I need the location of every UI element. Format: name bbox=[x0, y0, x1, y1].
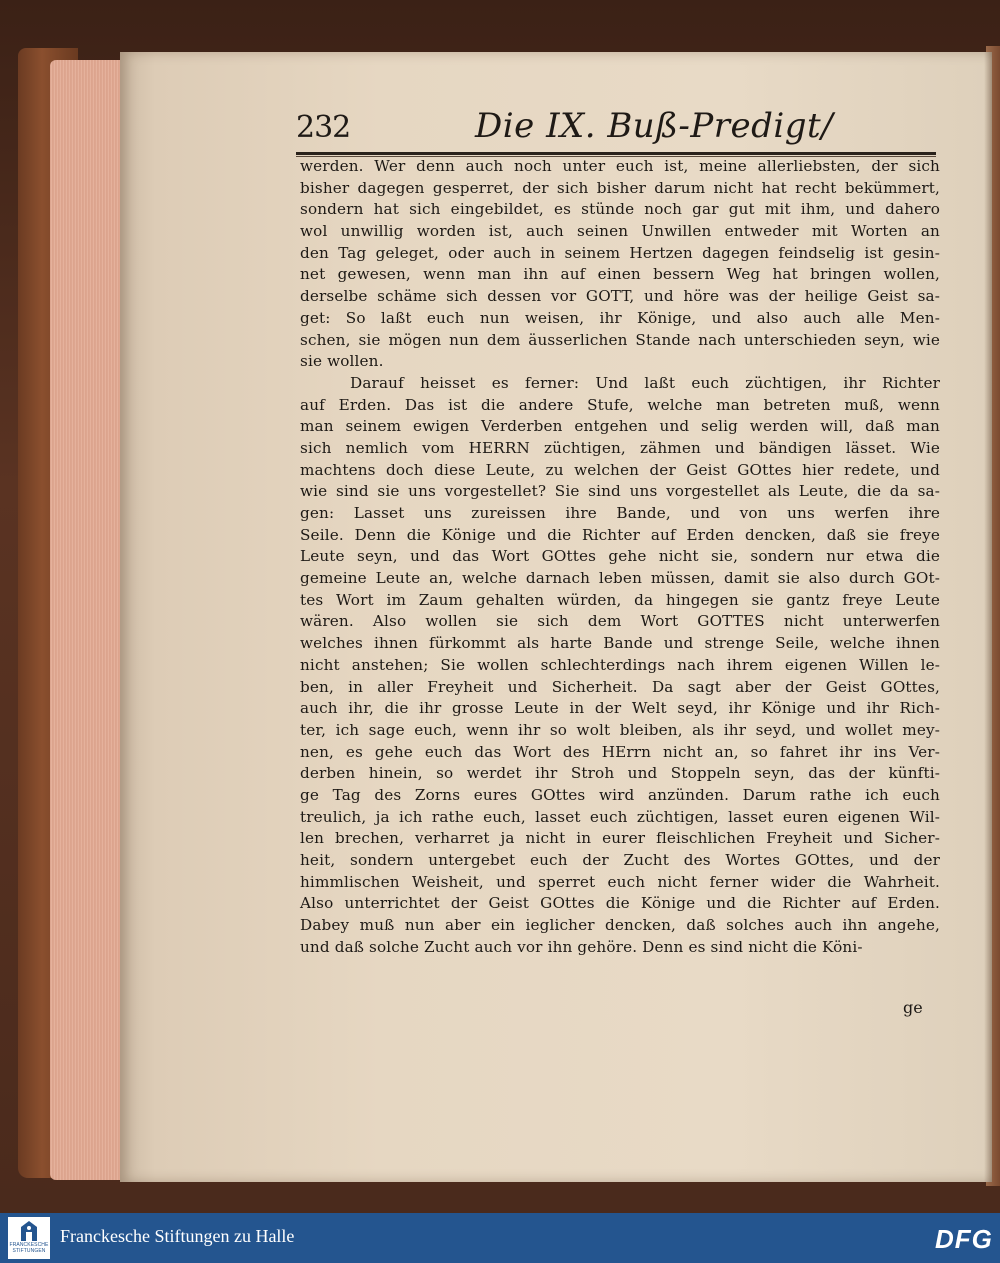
text-line: len brechen, verharret ja nicht in eurer fleischlichen Freyheit und Sicher- bbox=[300, 829, 940, 848]
dfg-logo[interactable]: DFG bbox=[935, 1224, 993, 1254]
book-page bbox=[120, 52, 992, 1182]
logo-caption-line-1: FRANCKESCHE bbox=[9, 1242, 49, 1248]
text-line: derben hinein, so werdet ihr Stroh und Stoppeln seyn, das der künfti- bbox=[300, 764, 940, 783]
text-line: Leute seyn, und das Wort GOttes gehe nicht sie, sondern nur etwa die bbox=[300, 547, 940, 566]
text-line: welches ihnen fürkommt als harte Bande und strenge Seile, welche ihnen bbox=[300, 634, 940, 653]
page-edges bbox=[50, 60, 130, 1180]
institution-logo[interactable] bbox=[8, 1217, 50, 1259]
text-line: ben, in aller Freyheit und Sicherheit. Da sagt aber der Geist GOttes, bbox=[300, 677, 940, 696]
orphanage-emblem-icon bbox=[19, 1220, 39, 1242]
footer-title[interactable]: Franckesche Stiftungen zu Halle bbox=[60, 1226, 295, 1246]
text-line: heit, sondern untergebet euch der Zucht des Wortes GOttes, und der bbox=[300, 851, 940, 869]
text-line: treulich, ja ich rathe euch, lasset euch züchtigen, lasset euren eigenen Wil- bbox=[300, 807, 940, 826]
text-line: ter, ich sage euch, wenn ihr so wolt bleiben, als ihr seyd, und wollet mey- bbox=[300, 720, 940, 739]
text-line: auch ihr, die ihr grosse Leute in der Welt seyd, ihr Könige und ihr Rich- bbox=[300, 699, 940, 718]
text-line: schen, sie mögen nun dem äusserlichen Stande nach unterschieden seyn, wie bbox=[300, 330, 940, 349]
text-line: derselbe schäme sich dessen vor GOTT, und höre was der heilige Geist sa- bbox=[300, 287, 940, 306]
logo-caption-line-2: STIFTUNGEN bbox=[12, 1247, 46, 1254]
body-text bbox=[300, 156, 940, 958]
catchword: ge bbox=[903, 998, 923, 1017]
header-rule bbox=[296, 152, 936, 155]
logo-caption bbox=[10, 1243, 49, 1254]
text-line: get: So laßt euch nun weisen, ihr Könige, und also auch alle Men- bbox=[300, 308, 940, 327]
text-line: wären. Also wollen sie sich dem Wort GOTTES nicht unterwerfen bbox=[300, 612, 940, 631]
text-line: nen, es gehe euch das Wort des HErrn nicht an, so fahret ihr ins Ver- bbox=[300, 742, 940, 761]
footer-bar bbox=[0, 1213, 1000, 1263]
text-line: nicht anstehen; Sie wollen schlechterdings nach ihrem eigenen Willen le- bbox=[300, 655, 940, 674]
text-line: gen: Lasset uns zureissen ihre Bande, und von uns werfen ihre bbox=[300, 504, 940, 522]
running-head: Die IX. Buß-Predigt/ bbox=[475, 106, 834, 146]
text-line: ge Tag des Zorns eures GOttes wird anzünden. Darum rathe ich euch bbox=[300, 785, 940, 804]
text-line: tes Wort im Zaum gehalten würden, da hingegen sie gantz freye Leute bbox=[300, 590, 940, 609]
text-line: sie wollen. bbox=[300, 352, 384, 371]
text-line: und daß solche Zucht auch vor ihn gehöre. Denn es sind nicht die Köni- bbox=[300, 937, 863, 956]
text-line: Seile. Denn die Könige und die Richter auf Erden dencken, daß sie freye bbox=[300, 525, 940, 544]
text-line: bisher dagegen gesperret, der sich bisher darum nicht hat recht bekümmert, bbox=[300, 178, 940, 197]
text-line: sondern hat sich eingebildet, es stünde noch gar gut mit ihm, und dahero bbox=[300, 200, 940, 219]
text-line: gemeine Leute an, welche darnach leben müssen, damit sie also durch GOt- bbox=[300, 569, 940, 588]
text-line: wol unwillig worden ist, auch seinen Unwillen entweder mit Worten an bbox=[300, 222, 940, 241]
text-line: sich nemlich vom HERRN züchtigen, zähmen und bändigen lässet. Wie bbox=[300, 438, 940, 457]
text-line: wie sind sie uns vorgestellet? Sie sind uns vorgestellet als Leute, die da sa- bbox=[300, 482, 940, 501]
text-line: werden. Wer denn auch noch unter euch ist, meine allerliebsten, der sich bbox=[300, 157, 940, 175]
text-line: himmlischen Weisheit, und sperret euch nicht ferner wider die Wahrheit. bbox=[300, 872, 940, 891]
page-number: 232 bbox=[296, 110, 351, 145]
text-line: Dabey muß nun aber ein ieglicher dencken, daß solches auch ihn angehe, bbox=[300, 916, 940, 935]
text-line: Also unterrichtet der Geist GOttes die Könige und die Richter auf Erden. bbox=[300, 894, 940, 913]
page-gutter-shadow bbox=[984, 52, 992, 1182]
text-line: net gewesen, wenn man ihn auf einen bessern Weg hat bringen wollen, bbox=[300, 265, 940, 284]
text-line: machtens doch diese Leute, zu welchen der Geist GOttes hier redete, und bbox=[300, 460, 940, 479]
text-line: den Tag geleget, oder auch in seinem Hertzen dagegen feindselig ist gesin- bbox=[300, 243, 940, 262]
text-line: Darauf heisset es ferner: Und laßt euch züchtigen, ihr Richter bbox=[350, 373, 940, 392]
text-line: man seinem ewigen Verderben entgehen und selig werden will, daß man bbox=[300, 417, 940, 436]
text-line: auf Erden. Das ist die andere Stufe, welche man betreten muß, wenn bbox=[300, 395, 940, 414]
